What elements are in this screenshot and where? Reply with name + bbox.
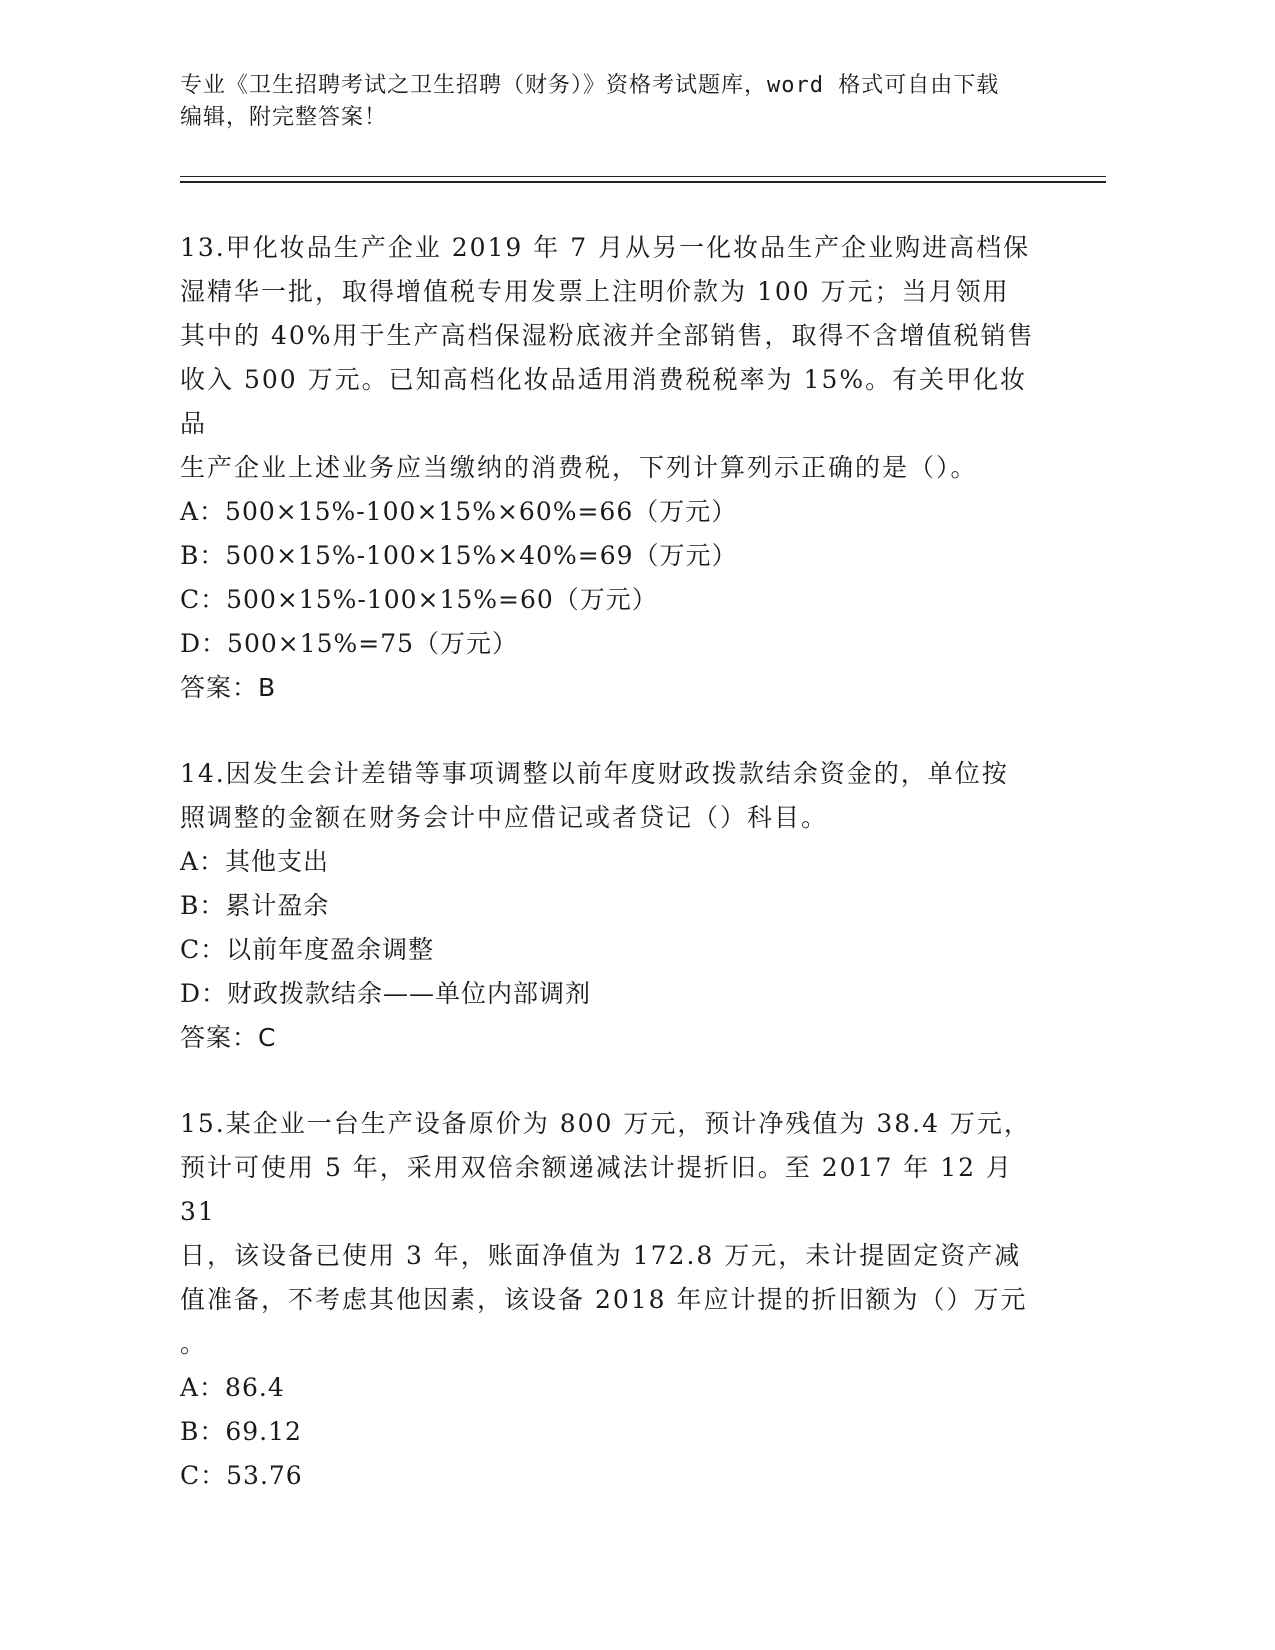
question-line: 13.甲化妆品生产企业 2019 年 7 月从另一化妆品生产企业购进高档保: [180, 233, 1031, 262]
question-line: 日，该设备已使用 3 年，账面净值为 172.8 万元，未计提固定资产减: [180, 1241, 1022, 1270]
option-c: C：以前年度盈余调整: [180, 935, 435, 964]
option-list: [180, 1366, 1040, 1498]
question-list: [180, 226, 1040, 1540]
question-line: 湿精华一批，取得增值税专用发票上注明价款为 100 万元；当月领用: [180, 277, 1010, 306]
option-d: D：财政拨款结余——单位内部调剂: [180, 979, 592, 1008]
question-line: 值准备，不考虑其他因素，该设备 2018 年应计提的折旧额为（）万元: [180, 1285, 1028, 1314]
header-line: 编辑，附完整答案！: [180, 105, 388, 130]
answer-label: 答案：B: [180, 673, 277, 702]
question-line: 照调整的金额在财务会计中应借记或者贷记（）科目。: [180, 803, 829, 832]
question-line: 预计可使用 5 年，采用双倍余额递减法计提折旧。至 2017 年 12 月 31: [180, 1153, 1014, 1226]
question-13: [180, 226, 1040, 710]
question-text: [180, 1102, 1040, 1366]
header-line: 专业《卫生招聘考试之卫生招聘（财务）》资格考试题库，word 格式可自由下载: [180, 73, 1000, 98]
question-line: 生产企业上述业务应当缴纳的消费税，下列计算列示正确的是（）。: [180, 453, 978, 482]
option-a: A：86.4: [180, 1373, 285, 1402]
question-line: 。: [180, 1329, 208, 1358]
question-text: [180, 226, 1040, 490]
question-line: 收入 500 万元。已知高档化妆品适用消费税税率为 15%。有关甲化妆品: [180, 365, 1028, 438]
option-list: [180, 840, 1040, 1016]
option-d: D：500×15%=75（万元）: [180, 629, 519, 658]
answer-label: 答案：C: [180, 1023, 277, 1052]
option-a: A：500×15%-100×15%×60%=66（万元）: [180, 497, 738, 526]
question-line: 其中的 40%用于生产高档保湿粉底液并全部销售，取得不含增值税销售: [180, 321, 1035, 350]
option-list: [180, 490, 1040, 666]
question-line: 14.因发生会计差错等事项调整以前年度财政拨款结余资金的，单位按: [180, 759, 1009, 788]
option-c: C：53.76: [180, 1461, 303, 1490]
document-header: [180, 70, 1060, 134]
header-divider: [180, 176, 1106, 177]
header-divider: [180, 181, 1106, 183]
question-15: [180, 1102, 1040, 1498]
question-14: [180, 752, 1040, 1060]
option-a: A：其他支出: [180, 847, 330, 876]
question-line: 15.某企业一台生产设备原价为 800 万元，预计净残值为 38.4 万元，: [180, 1109, 1031, 1138]
question-text: [180, 752, 1040, 840]
option-c: C：500×15%-100×15%=60（万元）: [180, 585, 658, 614]
option-b: B：69.12: [180, 1417, 302, 1446]
option-b: B：累计盈余: [180, 891, 330, 920]
option-b: B：500×15%-100×15%×40%=69（万元）: [180, 541, 738, 570]
